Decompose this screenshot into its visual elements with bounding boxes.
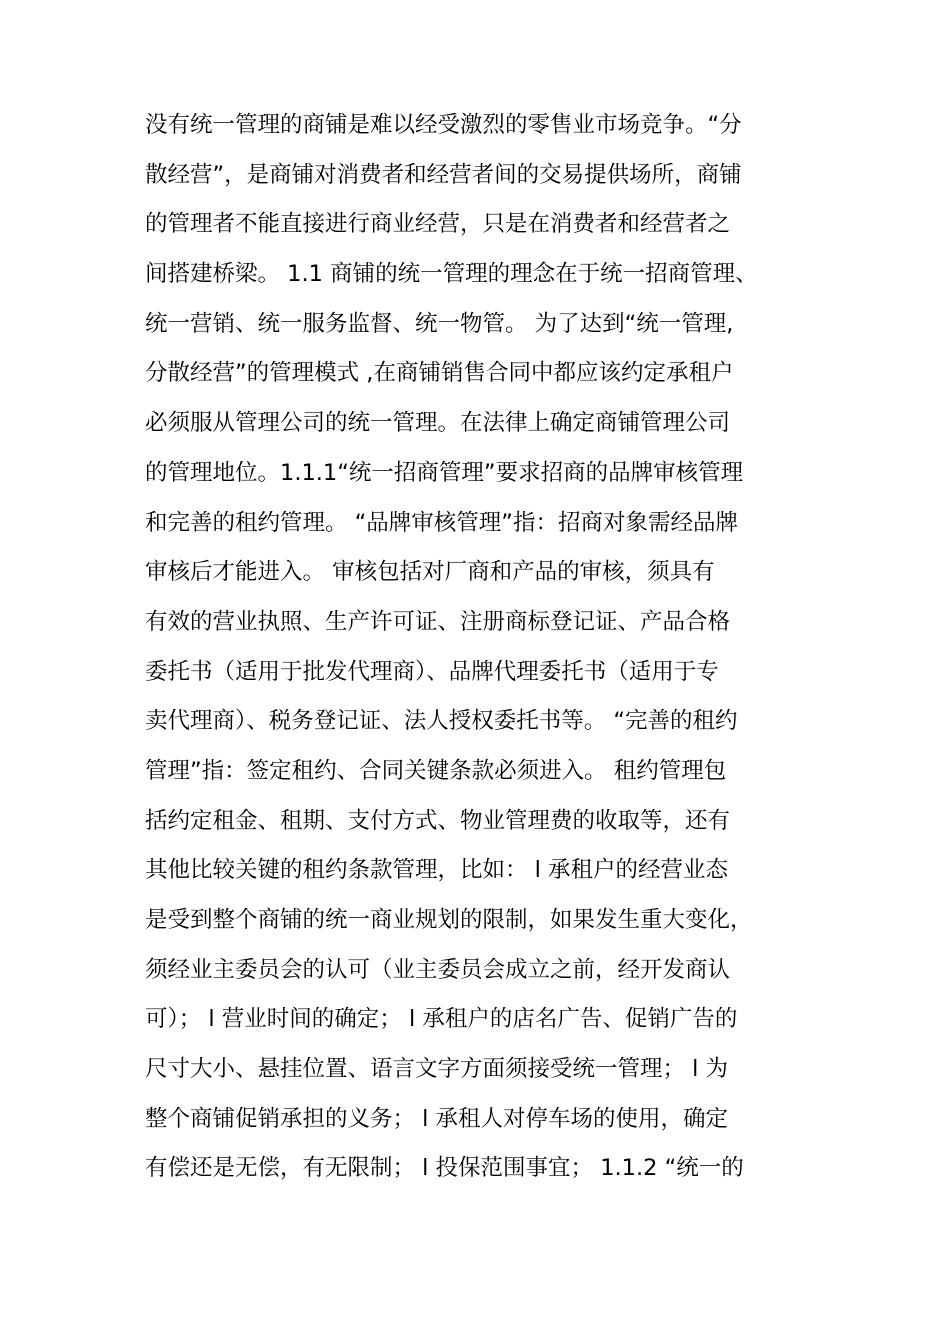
text-line: 统一营销、统一服务监督、统一物管。 为了达到“统一管理, (145, 310, 734, 337)
text-line: 间搭建桥梁。 1.1 商铺的统一管理的理念在于统一招商管理、 (145, 261, 758, 288)
text-line: 卖代理商）、税务登记证、法人授权委托书等。 “完善的租约 (145, 708, 738, 735)
text-line: 括约定租金、租期、支付方式、物业管理费的收取等，还有 (145, 807, 731, 834)
body-text (145, 101, 845, 1194)
text-line: 有偿还是无偿，有无限制； l 投保范围事宜； 1.1.2 “统一的 (145, 1155, 744, 1182)
text-line: 尺寸大小、悬挂位置、语言文字方面须接受统一管理； l 为 (145, 1056, 729, 1083)
text-line: 的管理者不能直接进行商业经营，只是在消费者和经营者之 (145, 211, 731, 238)
text-line: 的管理地位。1.1.1“统一招商管理”要求招商的品牌审核管理 (145, 459, 744, 486)
text-line: 和完善的租约管理。 “品牌审核管理”指：招商对象需经品牌 (145, 509, 738, 536)
text-line: 整个商铺促销承担的义务； l 承租人对停车场的使用，确定 (145, 1105, 729, 1132)
text-line: 须经业主委员会的认可（业主委员会成立之前，经开发商认 (145, 956, 731, 983)
text-line: 必须服从管理公司的统一管理。在法律上确定商铺管理公司 (145, 410, 731, 437)
text-line: 分散经营”的管理模式 ,在商铺销售合同中都应该约定承租户 (145, 360, 734, 387)
text-line: 没有统一管理的商铺是难以经受激烈的零售业市场竞争。“分 (145, 112, 742, 138)
text-line: 管理”指：签定租约、合同关键条款必须进入。 租约管理包 (145, 757, 727, 784)
text-line: 有效的营业执照、生产许可证、注册商标登记证、产品合格 (145, 608, 731, 635)
text-line: 是受到整个商铺的统一商业规划的限制，如果发生重大变化， (145, 907, 753, 933)
text-line: 其他比较关键的租约条款管理，比如： l 承租户的经营业态 (145, 857, 729, 884)
text-line: 可）； l 营业时间的确定； l 承租户的店名广告、促销广告的 (145, 1006, 738, 1033)
text-line: 审核后才能进入。 审核包括对厂商和产品的审核，须具有 (145, 559, 715, 586)
text-line: 散经营”，是商铺对消费者和经营者间的交易提供场所，商铺 (145, 161, 742, 188)
text-line: 委托书（适用于批发代理商）、品牌代理委托书（适用于专 (145, 658, 719, 685)
